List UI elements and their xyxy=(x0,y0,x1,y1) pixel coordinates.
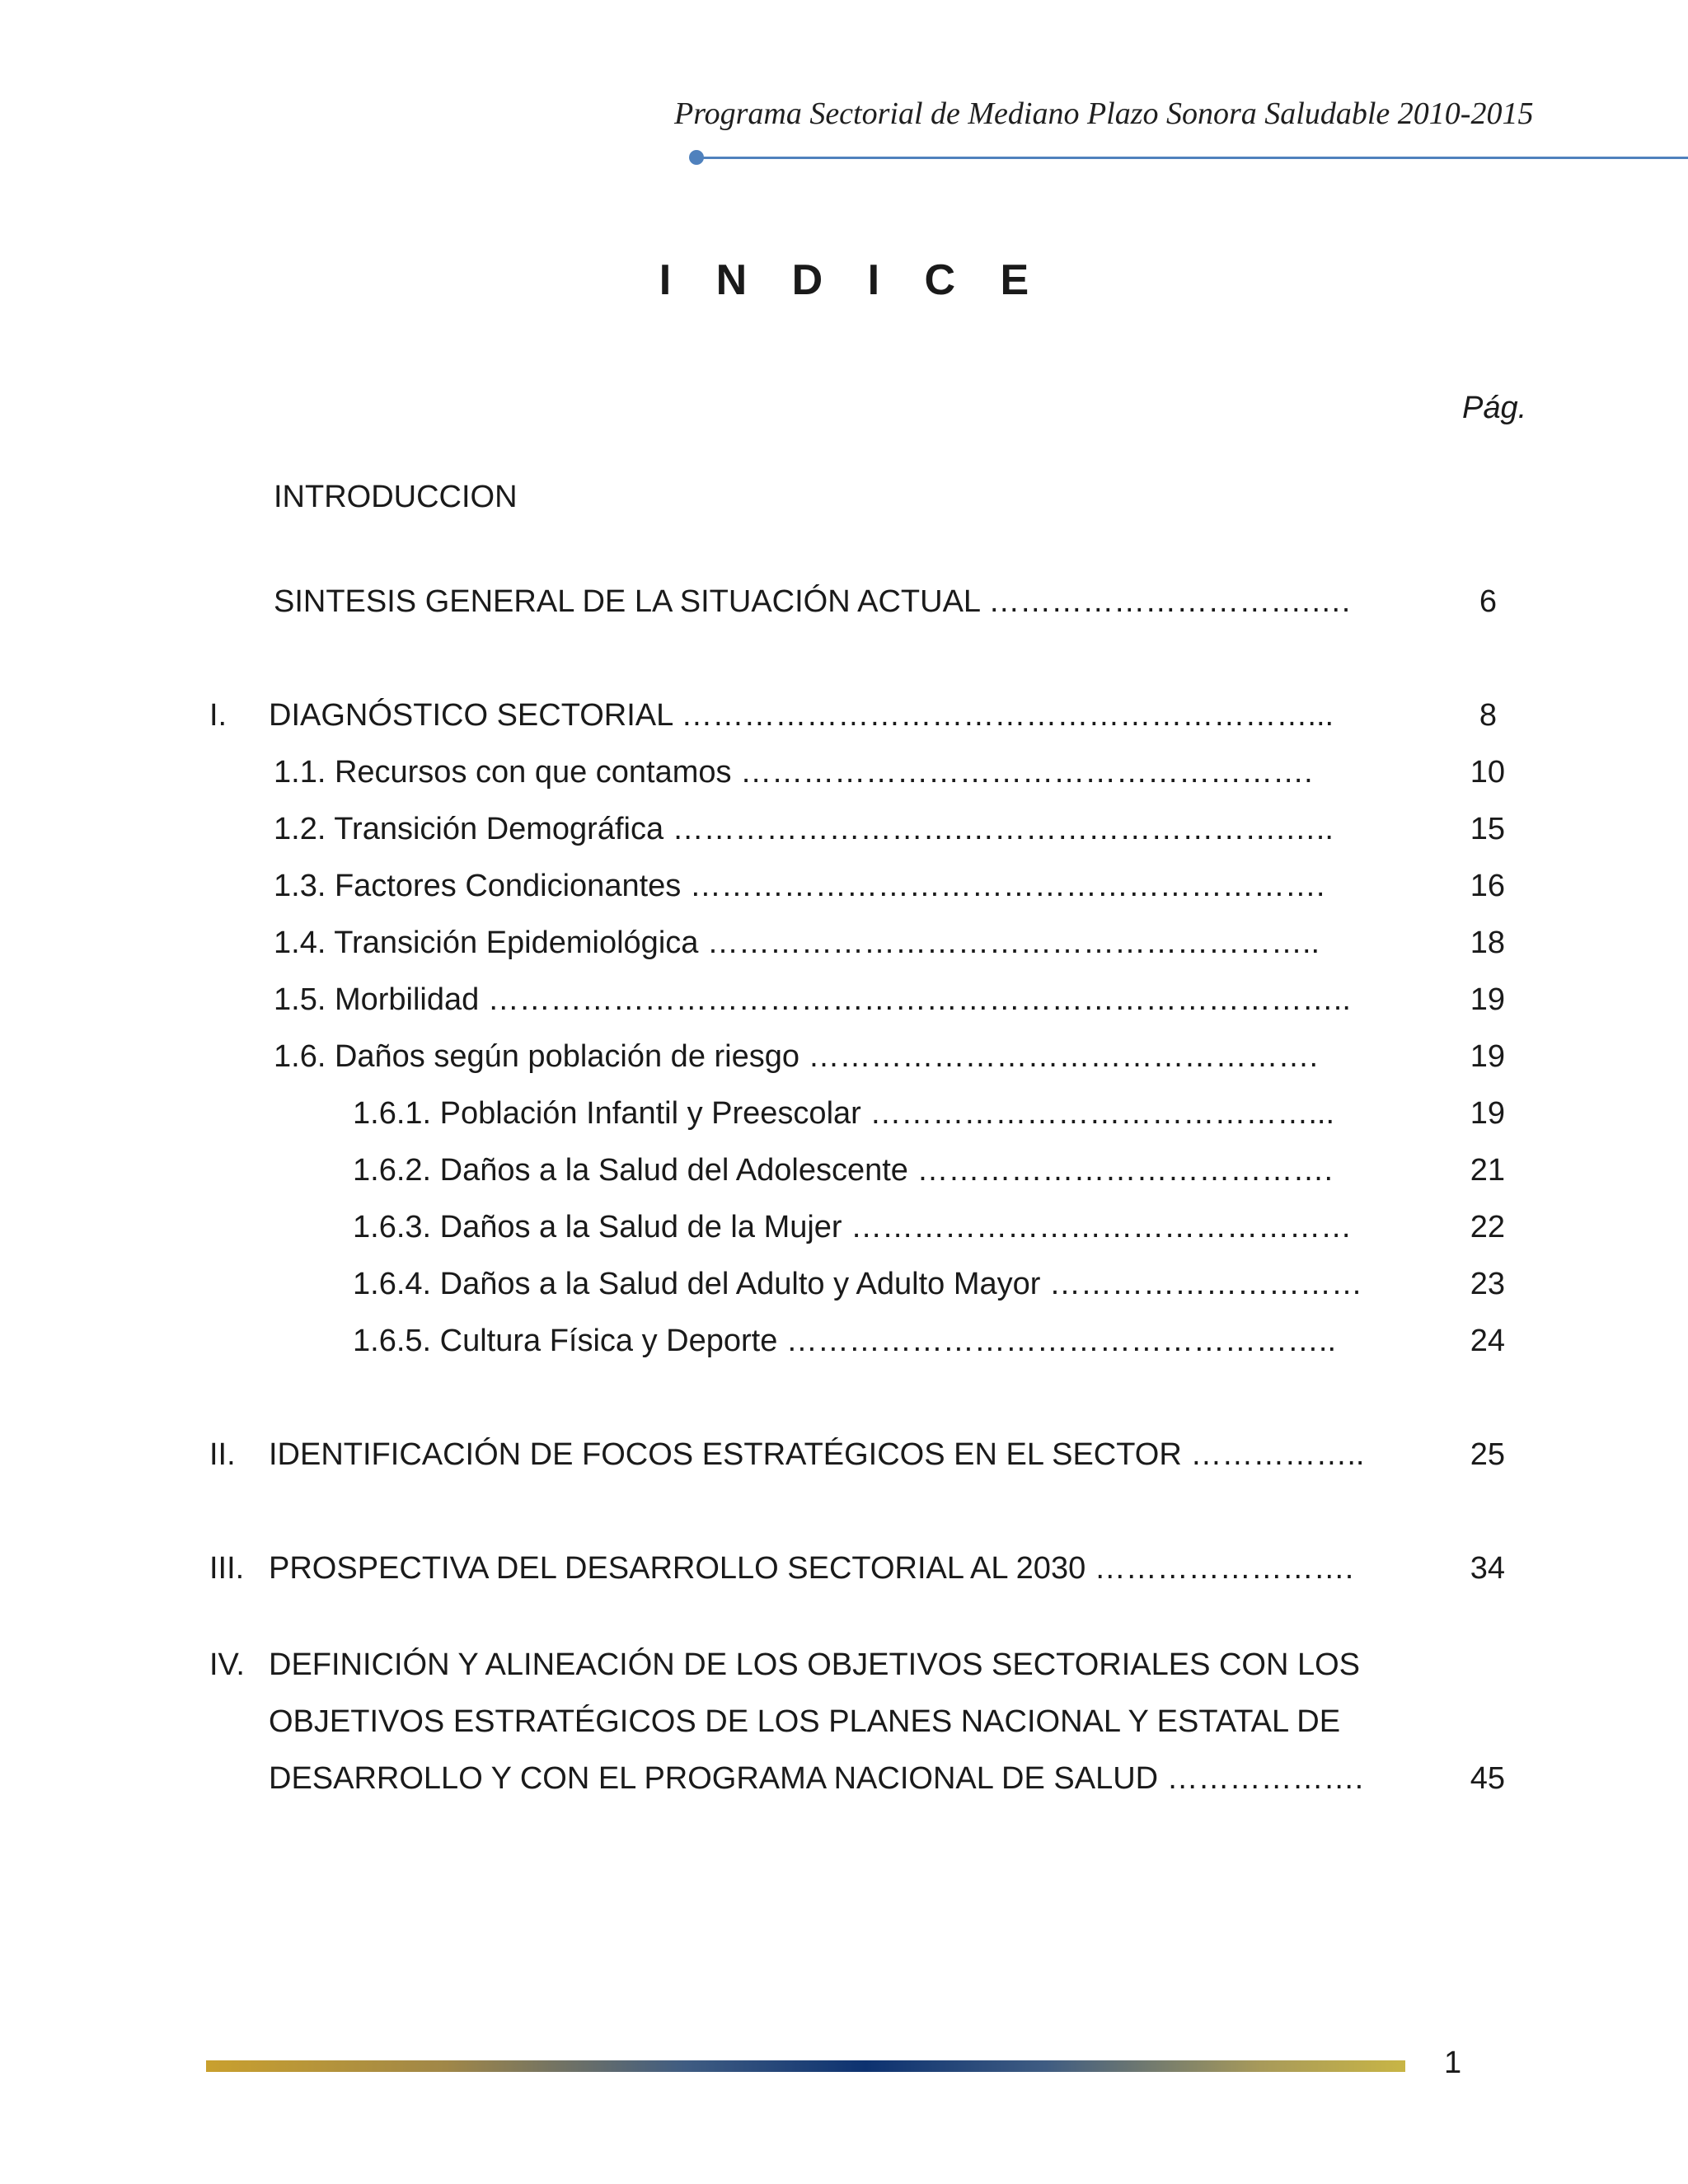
toc-item-definicion-line-2: OBJETIVOS ESTRATÉGICOS DE LOS PLANES NACIONAL Y ESTATAL DE xyxy=(269,1704,1341,1739)
toc-item-1-1: 1.1. Recursos con que contamos ………………………………………………. xyxy=(274,755,1313,790)
toc-item-1-2: 1.2. Transición Demográfica ……………………….………………………….….. xyxy=(274,812,1334,846)
toc-page-1-6-3: 22 xyxy=(1470,1210,1505,1244)
toc-page-1-6-1: 19 xyxy=(1470,1096,1505,1131)
toc-item-sintesis: SINTESIS GENERAL DE LA SITUACIÓN ACTUAL ………………………….…. xyxy=(274,584,1351,619)
toc-item-prospectiva: PROSPECTIVA DEL DESARROLLO SECTORIAL AL 2030 ……………………. xyxy=(269,1551,1354,1586)
toc-page-1-6-2: 21 xyxy=(1470,1153,1505,1188)
toc-page-1-2: 15 xyxy=(1470,812,1505,846)
toc-item-1-6-3: 1.6.3. Daños a la Salud de la Mujer ………………………………………… xyxy=(353,1210,1353,1244)
toc-page-focos: 25 xyxy=(1470,1437,1505,1472)
toc-roman-1: I. xyxy=(209,698,227,733)
toc-page-1-4: 18 xyxy=(1470,926,1505,960)
toc-roman-3: III. xyxy=(209,1551,245,1586)
toc-item-diagnostico: DIAGNÓSTICO SECTORIAL ……………………………………………………... xyxy=(269,698,1334,733)
header-rule xyxy=(697,157,1688,159)
toc-item-1-6-4: 1.6.4. Daños a la Salud del Adulto y Adulto Mayor ………………………… xyxy=(353,1267,1362,1301)
running-header: Programa Sectorial de Mediano Plazo Sonora Saludable 2010-2015 xyxy=(674,96,1534,131)
toc-roman-4: IV. xyxy=(209,1647,245,1682)
toc-page-1-1: 10 xyxy=(1470,755,1505,790)
toc-item-1-6-1: 1.6.1. Población Infantil y Preescolar ……………………………………... xyxy=(353,1096,1335,1131)
toc-item-focos: IDENTIFICACIÓN DE FOCOS ESTRATÉGICOS EN EL SECTOR …………….. xyxy=(269,1437,1365,1472)
toc-page-1-5: 19 xyxy=(1470,982,1505,1017)
toc-item-1-3: 1.3. Factores Condicionantes ……………………………………………………. xyxy=(274,869,1325,903)
toc-roman-2: II. xyxy=(209,1437,236,1472)
toc-page-1-6-5: 24 xyxy=(1470,1324,1505,1358)
toc-item-introduccion: INTRODUCCION xyxy=(274,480,518,514)
toc-item-definicion-line-1: DEFINICIÓN Y ALINEACIÓN DE LOS OBJETIVOS SECTORIALES CON LOS xyxy=(269,1647,1361,1682)
toc-page-definicion: 45 xyxy=(1470,1761,1505,1796)
toc-page-1-6: 19 xyxy=(1470,1039,1505,1074)
toc-page-1-6-4: 23 xyxy=(1470,1267,1505,1301)
toc-page-diagnostico: 8 xyxy=(1479,698,1497,733)
toc-item-1-6: 1.6. Daños según población de riesgo …………………………………………. xyxy=(274,1039,1319,1074)
toc-page-prospectiva: 34 xyxy=(1470,1551,1505,1586)
toc-page-1-3: 16 xyxy=(1470,869,1505,903)
toc-item-1-5: 1.5. Morbilidad ……………………………………………………………………….. xyxy=(274,982,1351,1017)
footer-gradient-bar xyxy=(206,2060,1405,2072)
toc-item-1-4: 1.4. Transición Epidemiológica ………………………………………………….. xyxy=(274,926,1320,960)
toc-item-definicion-line-3: DESARROLLO Y CON EL PROGRAMA NACIONAL DE SALUD ………………. xyxy=(269,1761,1364,1796)
page-number: 1 xyxy=(1444,2046,1462,2080)
page-column-label: Pág. xyxy=(1462,391,1527,425)
toc-page-sintesis: 6 xyxy=(1479,584,1497,619)
page-title: I N D I C E xyxy=(659,256,1046,304)
toc-item-1-6-2: 1.6.2. Daños a la Salud del Adolescente …………………………………. xyxy=(353,1153,1334,1188)
toc-item-1-6-5: 1.6.5. Cultura Física y Deporte …………………………………………….. xyxy=(353,1324,1337,1358)
